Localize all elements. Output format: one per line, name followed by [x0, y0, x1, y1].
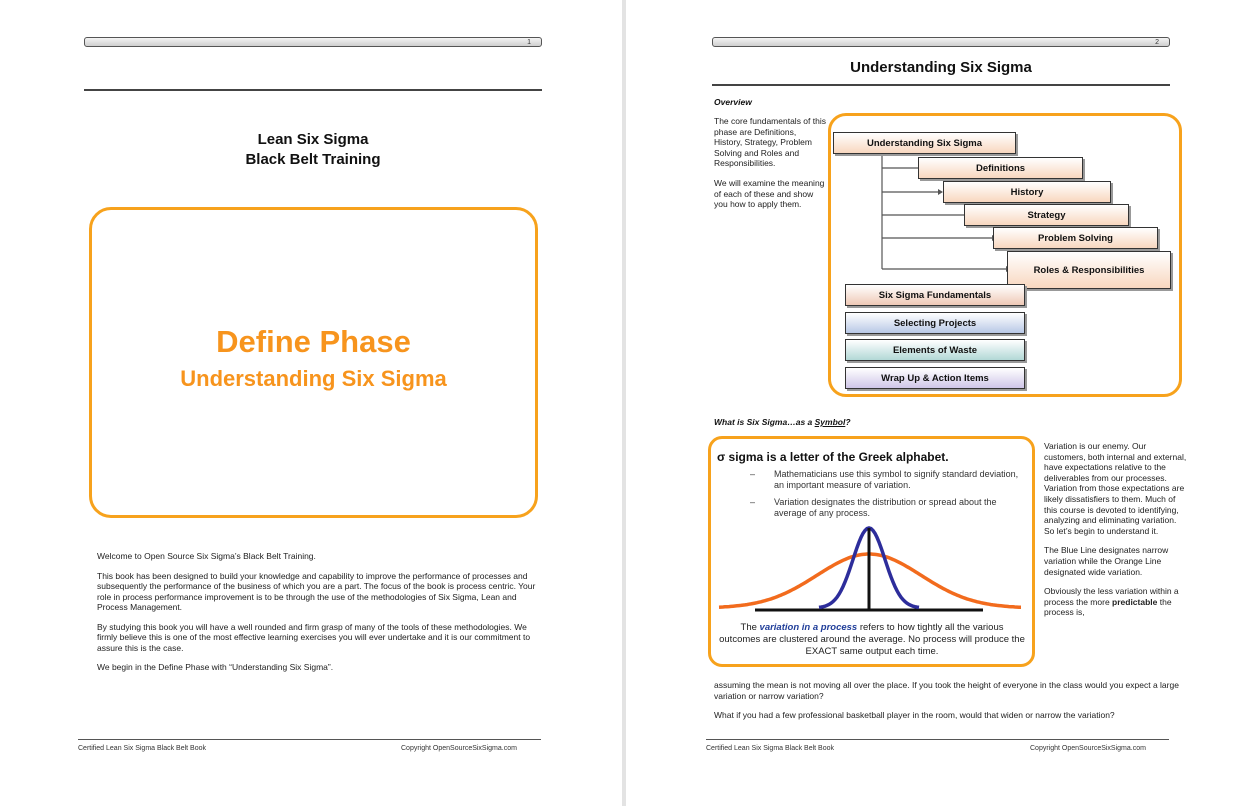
sigma-heading: σ sigma is a letter of the Greek alphabet. — [717, 450, 949, 464]
module-elements-of-waste: Elements of Waste — [845, 339, 1025, 361]
roadmap-item-definitions: Definitions — [918, 157, 1083, 179]
caption-highlight: variation in a process — [759, 622, 858, 633]
intro-paragraph: We begin in the Define Phase with “Understanding Six Sigma”. — [97, 662, 334, 672]
symbol-label-prefix: What is Six Sigma…as a — [714, 417, 815, 427]
cover-title-line2: Black Belt Training — [245, 151, 381, 168]
header-rule — [712, 84, 1170, 86]
caption-prefix: The — [740, 622, 760, 633]
section-title: Understanding Six Sigma — [850, 59, 1032, 76]
side-p3-bold: predictable — [1112, 596, 1158, 607]
roadmap-root-box: Understanding Six Sigma — [833, 132, 1016, 154]
roadmap-item-history: History — [943, 181, 1111, 203]
footer-right: Copyright OpenSourceSixSigma.com — [401, 745, 517, 752]
sigma-box — [708, 436, 1035, 667]
variation-caption — [719, 622, 1025, 658]
symbol-label-word: Symbol — [814, 417, 846, 427]
overview-label: Overview — [714, 97, 752, 107]
cover-title — [84, 130, 542, 170]
symbol-label-suffix: ? — [845, 417, 851, 427]
side-p3-b: the process is, — [1044, 596, 1172, 618]
side-paragraph: Variation is our enemy. Our customers, both internal and external, have expectations relative to the deliverables from our processes. Variation from those expectations are likely dissatisfiers to them. Much of this course is devoted to identifying, analyzing and eliminating variation. So let’s begin to understand it. — [1044, 441, 1187, 536]
side-p3-a: Obviously the less variation within a process the more — [1044, 586, 1179, 607]
footer-right: Copyright OpenSourceSixSigma.com — [1030, 745, 1146, 752]
variation-curves — [711, 520, 1032, 620]
cover-title-line1: Lean Six Sigma — [257, 131, 369, 148]
bullet-dash: – — [750, 469, 756, 479]
bottom-paragraph: assuming the mean is not moving all over the place. If you took the height of everyone in the class would you expect a large variation or narrow variation? — [714, 680, 1179, 701]
roadmap-item-problem-solving: Problem Solving — [993, 227, 1158, 249]
page-number-bar — [712, 37, 1170, 47]
side-paragraph: The Blue Line designates narrow variation while the Orange Line designated wide variation. — [1044, 545, 1169, 577]
roadmap-item-roles: Roles & Responsibilities — [1007, 251, 1171, 289]
bottom-paragraph: What if you had a few professional basketball player in the room, would that widen or narrow the variation? — [714, 710, 1115, 721]
overview-paragraph: The core fundamentals of this phase are Definitions, History, Strategy, Problem Solving and Roles and Responsibilities. — [714, 116, 826, 169]
variation-side-text — [1044, 441, 1189, 618]
sigma-bullet-2 — [750, 497, 1029, 519]
symbol-label — [714, 417, 851, 427]
intro-paragraph: Welcome to Open Source Six Sigma’s Black Belt Training. — [97, 551, 316, 561]
intro-paragraph: This book has been designed to build your knowledge and capability to improve the performance of processes and subsequently the performance of the business of which you are a part. The focus of the book is process centric. Your role in process performance improvement is to be through the use of the methodologies of Six Sigma, Lean and Process Management. — [97, 570, 536, 612]
footer-rule — [78, 739, 541, 740]
page-1 — [0, 0, 622, 806]
page-number: 1 — [527, 39, 531, 46]
footer-left: Certified Lean Six Sigma Black Belt Book — [78, 745, 207, 752]
header-rule — [84, 89, 542, 91]
bullet-dash: – — [750, 497, 756, 507]
phase-title-box — [89, 207, 538, 518]
footer-left: Certified Lean Six Sigma Black Belt Book — [706, 745, 835, 752]
phase-subtitle: Understanding Six Sigma — [180, 366, 447, 391]
bottom-text — [714, 680, 1184, 730]
intro-text — [97, 551, 537, 682]
page-number: 2 — [1155, 39, 1159, 46]
sigma-bullet-1-text: Mathematicians use this symbol to signify standard deviation, an important measure of variation. — [774, 469, 1019, 490]
overview-text — [714, 116, 826, 219]
module-roadmap-box — [828, 113, 1182, 397]
module-wrap-up: Wrap Up & Action Items — [845, 367, 1025, 389]
sigma-bullet-2-text: Variation designates the distribution or spread about the average of any process. — [774, 497, 997, 518]
page-number-bar — [84, 37, 542, 47]
caption-rest: refers to how tightly all the various outcomes are clustered around the average. No process will produce the EXACT same output each time. — [719, 622, 1025, 657]
footer-rule — [706, 739, 1169, 740]
module-selecting-projects: Selecting Projects — [845, 312, 1025, 334]
intro-paragraph: By studying this book you will have a well rounded and firm grasp of many of the tools of these methodologies. We firmly believe this is one of the most effective learning exercises you will ever undertake and it is our commitment to assure this is the case. — [97, 621, 531, 653]
roadmap-item-strategy: Strategy — [964, 204, 1129, 226]
module-six-sigma-fundamentals: Six Sigma Fundamentals — [845, 284, 1025, 306]
overview-paragraph: We will examine the meaning of each of these and show you how to apply them. — [714, 177, 825, 210]
side-paragraph — [1044, 586, 1189, 618]
phase-title: Define Phase — [216, 324, 411, 359]
sigma-bullet-1 — [750, 469, 1029, 491]
page-2 — [626, 0, 1250, 806]
